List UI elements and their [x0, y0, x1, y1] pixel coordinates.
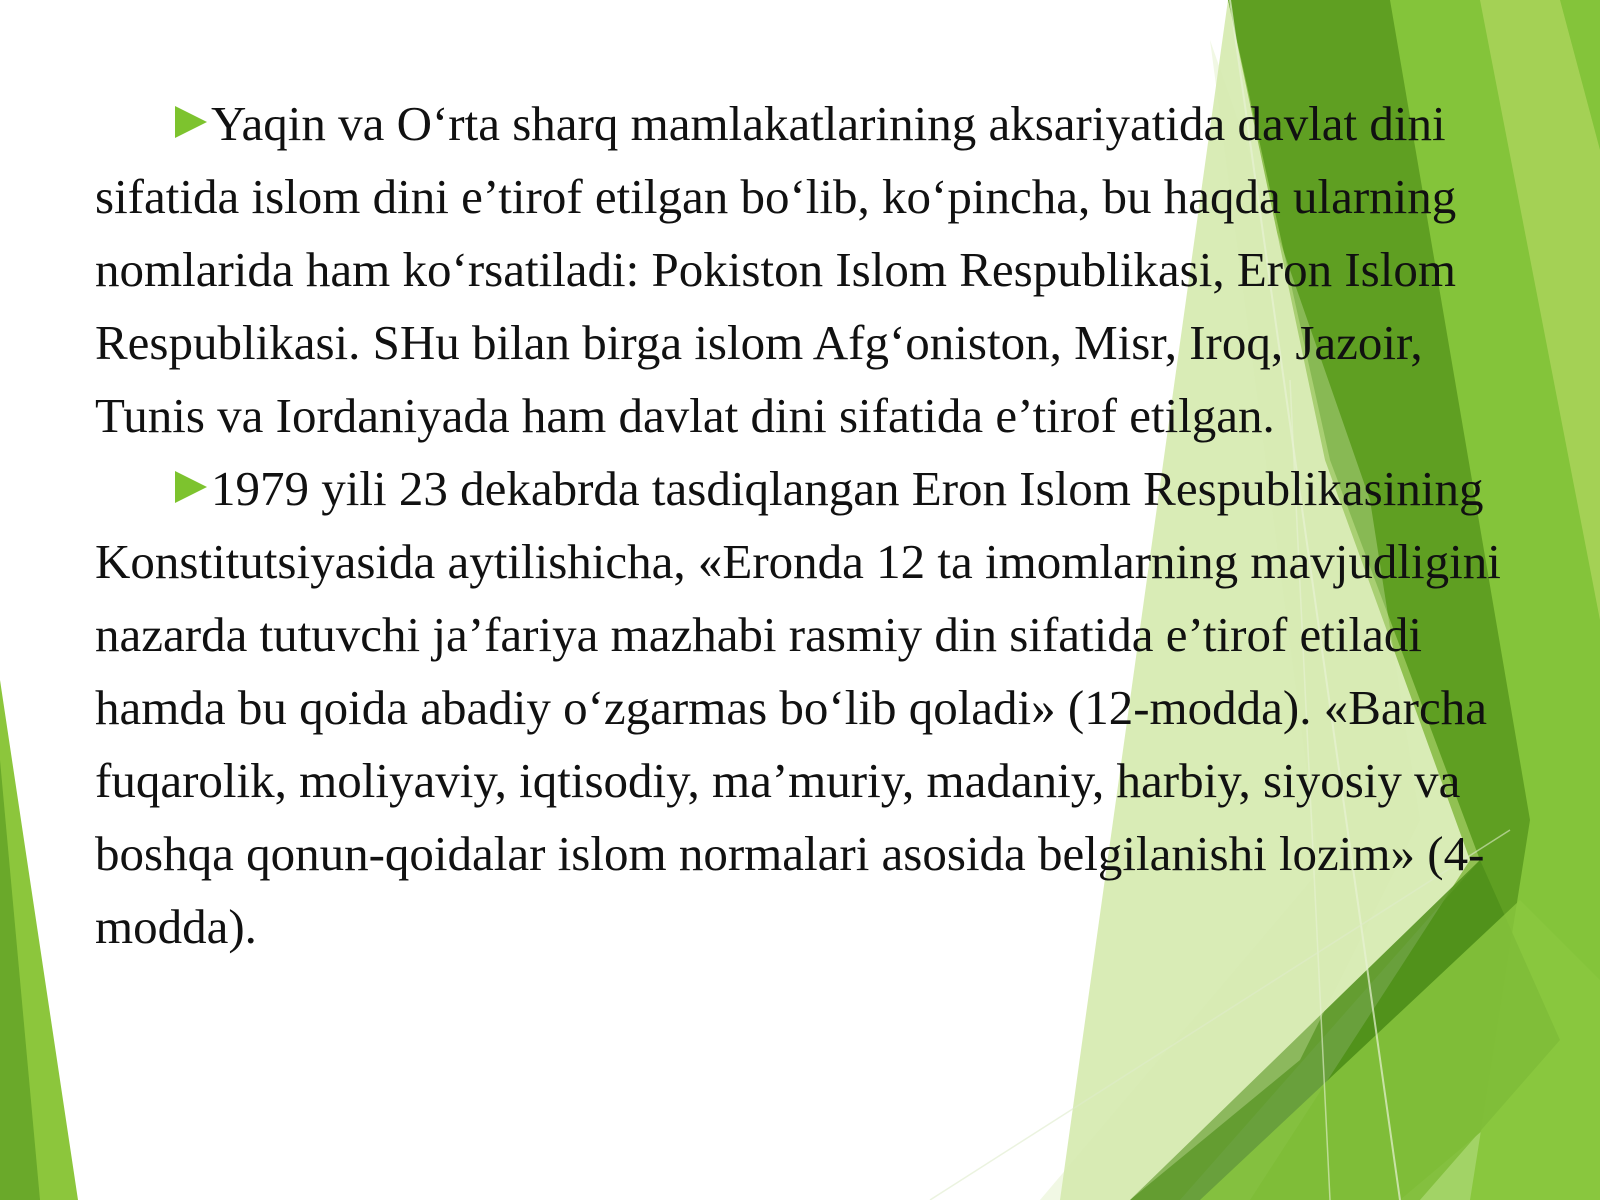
- paragraph-2: [95, 452, 1535, 963]
- paragraph-1: [95, 87, 1535, 452]
- green-triangle-bullet-icon: [175, 106, 207, 138]
- body-text: [95, 87, 1535, 963]
- paragraph-1-text: Yaqin va O‘rta sharq mamlakatlarining aksariyatida davlat dini sifatida islom dini e’tirof etilgan bo‘lib, ko‘pincha, bu haqda ularning nomlarida ham ko‘rsatiladi: Pokiston Islom Respublikasi, Eron Islom Respublikasi. SHu bilan birga islom Afg‘oniston, Misr, Iroq, Jazoir, Tunis va Iordaniyada ham davlat dini sifatida e’tirof etilgan.: [95, 96, 1457, 443]
- green-triangle-bullet-icon: [175, 471, 207, 503]
- paragraph-2-text: 1979 yili 23 dekabrda tasdiqlangan Eron Islom Respublikasining Konstitutsiyasida aytilishicha, «Eronda 12 ta imomlarning mavjudligini nazarda tutuvchi ja’fariya mazhabi rasmiy din sifatida e’tirof etiladi hamda bu qoida abadiy o‘zgarmas bo‘lib qoladi» (12-modda). «Barcha fuqarolik, moliyaviy, iqtisodiy, ma’muriy, madaniy, harbiy, siyosiy va boshqa qonun-qoidalar islom normalari asosida belgilanishi lozim» (4-modda).: [95, 461, 1501, 954]
